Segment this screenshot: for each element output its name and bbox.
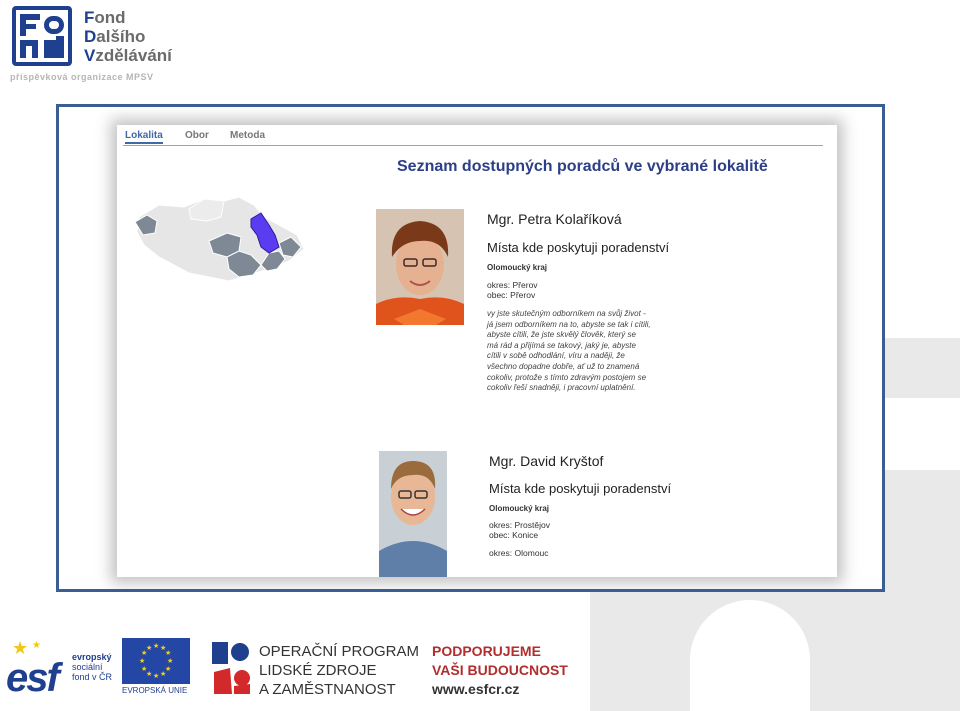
description-line: abyste cítili, že jste skvělý člověk, který se — [487, 330, 636, 340]
svg-text:★: ★ — [160, 670, 167, 678]
slogan-line: VAŠI BUDOUCNOST — [432, 662, 568, 678]
advisor-name: Mgr. David Kryštof — [489, 453, 604, 469]
svg-text:★: ★ — [139, 657, 146, 665]
municipality: obec: Konice — [489, 530, 539, 540]
embedded-page — [117, 125, 837, 577]
op-lzz-text — [259, 642, 419, 699]
esf-logo-text — [72, 652, 112, 682]
footer-logos — [0, 632, 960, 711]
op-line: A ZAMĚSTNANOST — [259, 681, 396, 698]
tab-obor[interactable]: Obor — [185, 130, 209, 141]
svg-text:★: ★ — [165, 665, 172, 673]
fdv-logo-mark — [12, 6, 72, 66]
svg-text:★: ★ — [141, 665, 148, 673]
svg-text:★: ★ — [153, 672, 160, 680]
description-line: cokoliv řeší snadněji, i pracovní uplatnění. — [487, 383, 636, 393]
svg-text:★: ★ — [160, 644, 167, 652]
slogan-text — [432, 642, 568, 699]
places-heading: Místa kde poskytuji poradenství — [489, 481, 672, 496]
map-region[interactable] — [189, 199, 224, 221]
region-map[interactable] — [129, 177, 309, 287]
svg-text:★: ★ — [32, 640, 41, 651]
slogan-line: PODPORUJEME — [432, 643, 541, 659]
description-line: cokoliv, protože s tímto zdravým postojem se — [487, 372, 647, 382]
tab-lokalita[interactable]: Lokalita — [125, 130, 163, 144]
advisor-description — [487, 309, 717, 394]
eu-label: EVROPSKÁ UNIE — [122, 686, 188, 695]
district: okres: Přerov — [487, 280, 538, 290]
district: okres: Prostějov — [489, 520, 550, 530]
op-line: LIDSKÉ ZDROJE — [259, 662, 377, 679]
esf-line: evropský — [72, 652, 112, 662]
svg-text:★: ★ — [141, 649, 148, 657]
fdv-logo — [10, 6, 200, 86]
description-line: cítili v sobě odhodlání, víru a naději, že — [487, 351, 625, 361]
advisor-photo — [379, 451, 447, 577]
district: okres: Olomouc — [489, 548, 549, 558]
svg-text:★: ★ — [146, 644, 153, 652]
esfcr-link[interactable]: www.esfcr.cz — [432, 681, 520, 697]
esf-line: sociální — [72, 662, 103, 672]
advisor-name: Mgr. Petra Kolaříková — [487, 211, 622, 227]
advisor-photo — [376, 209, 464, 325]
logo-subtitle: příspěvková organizace MPSV — [10, 72, 154, 82]
op-line: OPERAČNÍ PROGRAM — [259, 643, 420, 660]
svg-text:★: ★ — [146, 670, 153, 678]
description-line: všechno dopadne dobře, ať už to znamená — [487, 361, 640, 371]
tab-metoda[interactable]: Metoda — [230, 130, 265, 141]
screenshot-frame — [56, 104, 885, 592]
svg-text:★: ★ — [167, 657, 174, 665]
description-line: má rád a přijímá se takový, jaký je, abyste — [487, 340, 636, 350]
region-name: Olomoucký kraj — [489, 504, 550, 513]
esf-logo-word: esf — [6, 656, 58, 700]
eu-flag-icon — [122, 638, 190, 684]
esf-line: fond v ČR — [72, 672, 113, 682]
region-name: Olomoucký kraj — [487, 263, 548, 272]
op-lzz-icon — [212, 638, 252, 696]
fdv-logo-text: Fond Dalšího Vzdělávání — [84, 8, 172, 65]
description-line: vy jste skutečným odborníkem na svůj život - — [487, 309, 646, 318]
svg-text:★: ★ — [153, 642, 160, 650]
tab-bar — [123, 130, 823, 146]
svg-text:★: ★ — [165, 649, 172, 657]
municipality: obec: Přerov — [487, 290, 536, 300]
svg-text:★: ★ — [12, 638, 29, 659]
places-heading: Místa kde poskytuji poradenství — [487, 240, 670, 255]
page-title: Seznam dostupných poradců ve vybrané lokalitě — [397, 158, 768, 175]
description-line: já jsem odborníkem na to, abyste se tak i cítili, — [487, 319, 651, 329]
